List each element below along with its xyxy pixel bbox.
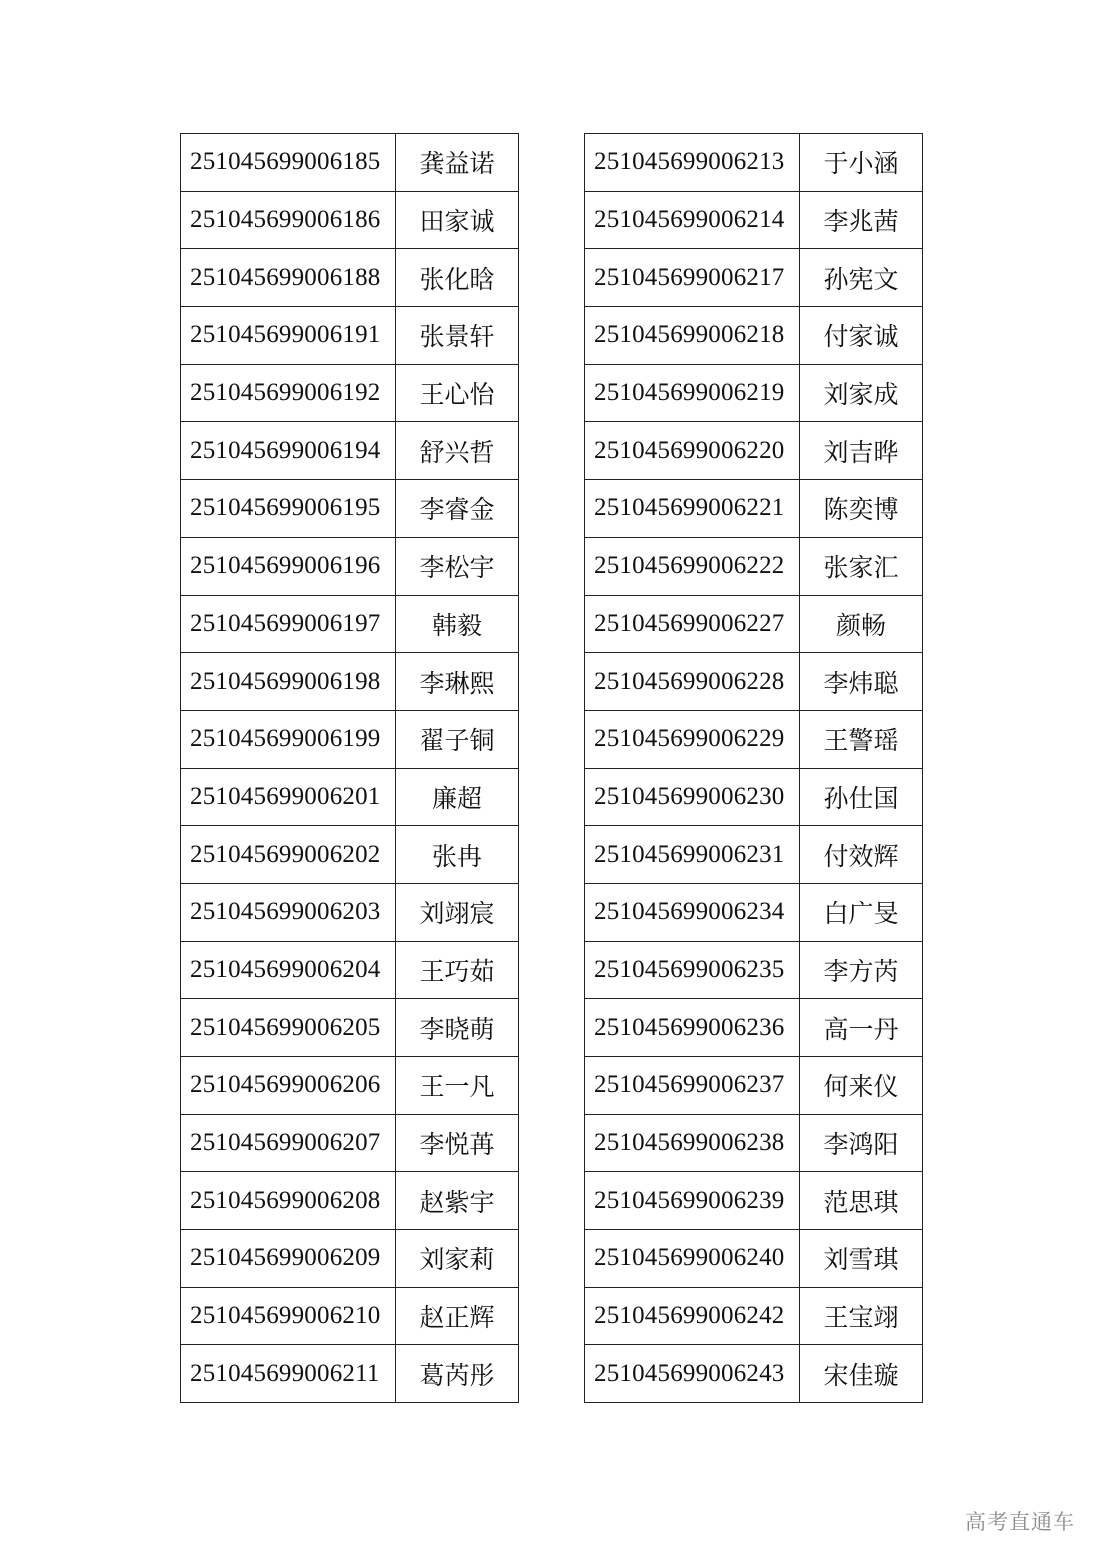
table-row (585, 134, 923, 192)
candidate-id-cell: 251045699006185 (181, 134, 396, 192)
candidate-id-cell: 251045699006202 (181, 826, 396, 884)
candidate-name-cell: 张家汇 (800, 537, 923, 595)
candidate-id-cell: 251045699006231 (585, 826, 800, 884)
candidate-id-cell: 251045699006210 (181, 1287, 396, 1345)
table-row (181, 883, 519, 941)
table-row (181, 422, 519, 480)
candidate-id-cell: 251045699006209 (181, 1230, 396, 1288)
candidate-name-cell: 田家诚 (396, 191, 519, 249)
candidate-id-cell: 251045699006207 (181, 1114, 396, 1172)
candidate-name-cell: 赵正辉 (396, 1287, 519, 1345)
candidate-id-cell: 251045699006211 (181, 1345, 396, 1403)
candidate-name-cell: 刘雪琪 (800, 1230, 923, 1288)
table-row (181, 653, 519, 711)
candidate-name-cell: 李悦苒 (396, 1114, 519, 1172)
candidate-name-cell: 张冉 (396, 826, 519, 884)
candidate-name-cell: 李松宇 (396, 537, 519, 595)
table-row (585, 595, 923, 653)
table-row (181, 364, 519, 422)
table-row (181, 710, 519, 768)
table-row (585, 883, 923, 941)
candidate-name-cell: 范思琪 (800, 1172, 923, 1230)
candidate-name-cell: 李炜聪 (800, 653, 923, 711)
table-row (181, 1287, 519, 1345)
candidate-id-cell: 251045699006188 (181, 249, 396, 307)
table-row (585, 191, 923, 249)
candidate-id-cell: 251045699006206 (181, 1057, 396, 1115)
table-row (585, 364, 923, 422)
candidate-id-cell: 251045699006222 (585, 537, 800, 595)
candidate-id-cell: 251045699006214 (585, 191, 800, 249)
candidate-name-cell: 赵紫宇 (396, 1172, 519, 1230)
table-row (585, 1057, 923, 1115)
table-row (585, 422, 923, 480)
candidate-name-cell: 葛芮彤 (396, 1345, 519, 1403)
candidate-name-cell: 李晓萌 (396, 999, 519, 1057)
table-row (181, 999, 519, 1057)
candidate-name-cell: 李鸿阳 (800, 1114, 923, 1172)
candidate-name-cell: 孙仕国 (800, 768, 923, 826)
table-row (585, 249, 923, 307)
candidate-id-cell: 251045699006213 (585, 134, 800, 192)
table-row (585, 826, 923, 884)
candidate-id-cell: 251045699006234 (585, 883, 800, 941)
candidate-id-cell: 251045699006195 (181, 480, 396, 538)
candidate-id-cell: 251045699006192 (181, 364, 396, 422)
table-row (181, 537, 519, 595)
table-row (585, 537, 923, 595)
candidate-name-cell: 李方芮 (800, 941, 923, 999)
candidate-id-cell: 251045699006236 (585, 999, 800, 1057)
candidate-id-cell: 251045699006203 (181, 883, 396, 941)
candidate-id-cell: 251045699006238 (585, 1114, 800, 1172)
table-row (181, 595, 519, 653)
candidate-name-cell: 付效辉 (800, 826, 923, 884)
table-row (585, 710, 923, 768)
table-row (181, 134, 519, 192)
candidate-name-cell: 张景轩 (396, 307, 519, 365)
candidate-name-cell: 李兆茜 (800, 191, 923, 249)
candidate-id-cell: 251045699006239 (585, 1172, 800, 1230)
table-row (585, 1345, 923, 1403)
candidate-name-cell: 翟子铜 (396, 710, 519, 768)
candidate-id-cell: 251045699006191 (181, 307, 396, 365)
table-row (181, 1230, 519, 1288)
candidate-id-cell: 251045699006229 (585, 710, 800, 768)
candidate-id-cell: 251045699006196 (181, 537, 396, 595)
candidate-id-cell: 251045699006220 (585, 422, 800, 480)
table-row (585, 768, 923, 826)
candidate-name-cell: 王一凡 (396, 1057, 519, 1115)
left-roster-table (180, 133, 519, 1403)
candidate-id-cell: 251045699006199 (181, 710, 396, 768)
candidate-id-cell: 251045699006219 (585, 364, 800, 422)
candidate-name-cell: 王警瑶 (800, 710, 923, 768)
table-row (181, 191, 519, 249)
candidate-id-cell: 251045699006218 (585, 307, 800, 365)
candidate-name-cell: 李琳熙 (396, 653, 519, 711)
candidate-id-cell: 251045699006201 (181, 768, 396, 826)
candidate-name-cell: 刘家成 (800, 364, 923, 422)
candidate-name-cell: 刘吉晔 (800, 422, 923, 480)
candidate-name-cell: 付家诚 (800, 307, 923, 365)
table-row (181, 480, 519, 538)
candidate-name-cell: 刘家莉 (396, 1230, 519, 1288)
candidate-name-cell: 宋佳璇 (800, 1345, 923, 1403)
candidate-name-cell: 白广旻 (800, 883, 923, 941)
candidate-name-cell: 韩毅 (396, 595, 519, 653)
table-row (181, 826, 519, 884)
candidate-id-cell: 251045699006197 (181, 595, 396, 653)
candidate-id-cell: 251045699006242 (585, 1287, 800, 1345)
table-row (181, 1172, 519, 1230)
table-row (585, 1172, 923, 1230)
candidate-id-cell: 251045699006204 (181, 941, 396, 999)
candidate-id-cell: 251045699006205 (181, 999, 396, 1057)
candidate-name-cell: 孙宪文 (800, 249, 923, 307)
candidate-name-cell: 廉超 (396, 768, 519, 826)
candidate-name-cell: 于小涵 (800, 134, 923, 192)
table-row (585, 1114, 923, 1172)
table-row (585, 653, 923, 711)
table-row (181, 941, 519, 999)
candidate-name-cell: 舒兴哲 (396, 422, 519, 480)
left-roster-body (181, 134, 519, 1403)
table-row (585, 307, 923, 365)
candidate-id-cell: 251045699006228 (585, 653, 800, 711)
table-row (181, 1057, 519, 1115)
table-row (585, 941, 923, 999)
candidate-name-cell: 陈奕博 (800, 480, 923, 538)
table-row (181, 249, 519, 307)
candidate-id-cell: 251045699006243 (585, 1345, 800, 1403)
candidate-name-cell: 张化晗 (396, 249, 519, 307)
candidate-id-cell: 251045699006237 (585, 1057, 800, 1115)
candidate-name-cell: 王巧茹 (396, 941, 519, 999)
candidate-id-cell: 251045699006208 (181, 1172, 396, 1230)
candidate-id-cell: 251045699006221 (585, 480, 800, 538)
watermark-text: 高考直通车 (965, 1510, 1075, 1534)
candidate-id-cell: 251045699006227 (585, 595, 800, 653)
table-row (181, 1345, 519, 1403)
table-row (585, 999, 923, 1057)
right-roster-body (585, 134, 923, 1403)
candidate-id-cell: 251045699006186 (181, 191, 396, 249)
candidate-id-cell: 251045699006198 (181, 653, 396, 711)
candidate-name-cell: 何来仪 (800, 1057, 923, 1115)
table-row (181, 1114, 519, 1172)
candidate-name-cell: 龚益诺 (396, 134, 519, 192)
candidate-id-cell: 251045699006235 (585, 941, 800, 999)
candidate-id-cell: 251045699006230 (585, 768, 800, 826)
candidate-name-cell: 颜畅 (800, 595, 923, 653)
table-row (585, 1287, 923, 1345)
candidate-name-cell: 刘翊宸 (396, 883, 519, 941)
candidate-name-cell: 高一丹 (800, 999, 923, 1057)
candidate-name-cell: 王宝翊 (800, 1287, 923, 1345)
candidate-id-cell: 251045699006217 (585, 249, 800, 307)
candidate-name-cell: 王心怡 (396, 364, 519, 422)
table-row (181, 307, 519, 365)
table-row (585, 1230, 923, 1288)
table-row (585, 480, 923, 538)
table-row (181, 768, 519, 826)
right-roster-table (584, 133, 923, 1403)
candidate-id-cell: 251045699006194 (181, 422, 396, 480)
candidate-id-cell: 251045699006240 (585, 1230, 800, 1288)
candidate-name-cell: 李睿金 (396, 480, 519, 538)
